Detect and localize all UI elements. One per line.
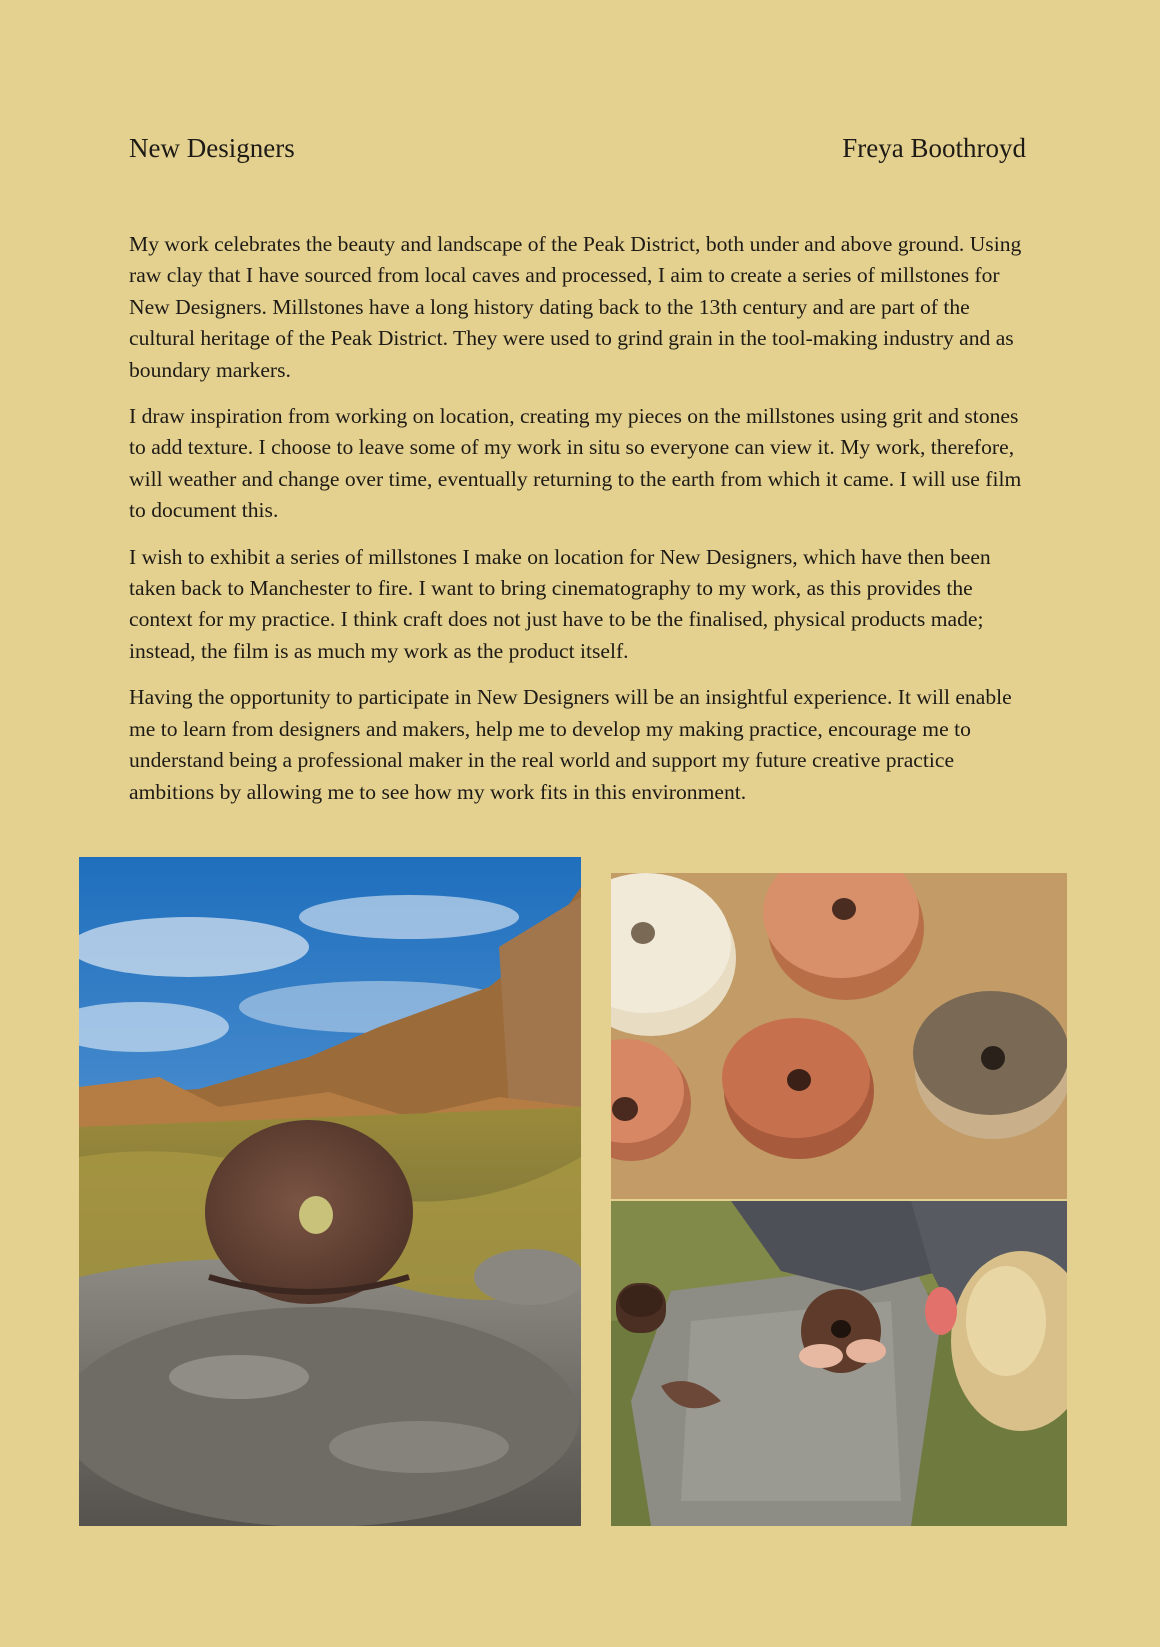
photo-millstone-landscape [79,857,581,1526]
artist-statement [129,229,1029,823]
statement-paragraph-4: Having the opportunity to participate in New Designers will be an insightful experience. It will enable me to learn from designers and makers, help me to develop my making practice, encourage me to understand being a professional maker in the real world and support my future creative practice ambitions by allowing me to see how my work fits in this environment. [129,685,1012,804]
statement-paragraph-2: I draw inspiration from working on location, creating my pieces on the millstones using grit and stones to add texture. I choose to leave some of my work in situ so everyone can view it. My work, therefore, will weather and change over time, eventually returning to the earth from which it came. I will use film to document this. [129,404,1022,523]
statement-paragraph-3: I wish to exhibit a series of millstones I make on location for New Designers, which have then been taken back to Manchester to fire. I want to bring cinematography to my work, as this provides the context for my practice. I think craft does not just have to be the finalised, physical products made; instead, the film is as much my work as the product itself. [129,544,991,663]
photo-clay-millstones [611,873,1067,1199]
page-header [129,128,1026,168]
author-name: Freya Boothroyd [842,133,1026,163]
header-title: New Designers [129,133,295,163]
statement-paragraph-1: My work celebrates the beauty and landscape of the Peak District, both under and above ground. Using raw clay that I have sourced from local caves and processed, I aim to create a series of millstones for New Designers. Millstones have a long history dating back to the 13th century and are part of the cultural heritage of the Peak District. They were used to grind grain in the tool-making industry and as boundary markers. [129,232,1022,382]
photo-maker-at-work [611,1201,1067,1526]
